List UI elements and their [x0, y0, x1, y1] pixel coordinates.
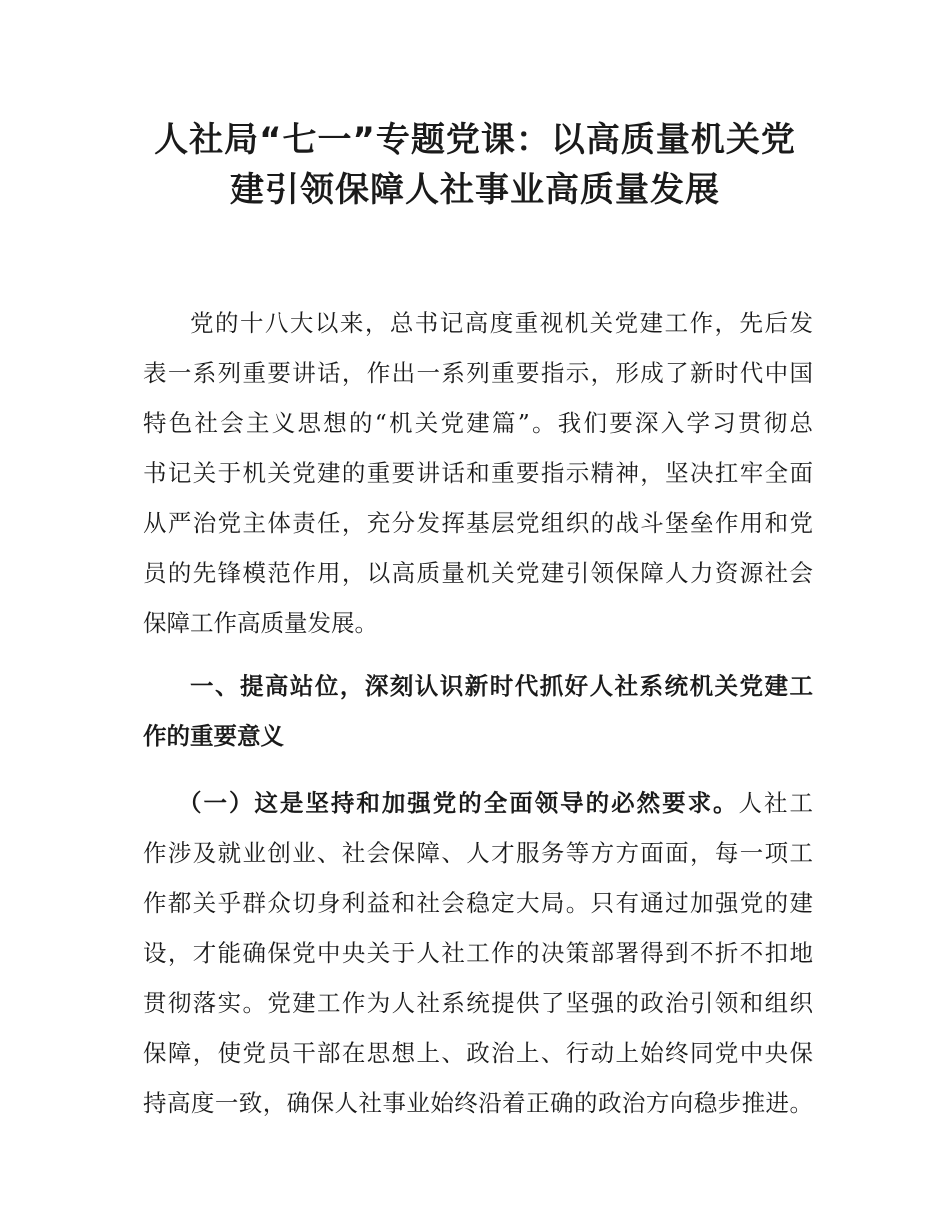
- document-title-line-1: 人社局“七一”专题党课：以高质量机关党: [154, 120, 796, 160]
- subsection-1-bold-lead: （一）这是坚持和加强党的全面领导的必然要求。: [178, 789, 739, 817]
- document-title-line-2: 建引领保障人社事业高质量发展: [230, 170, 720, 210]
- intro-line-3: 特色社会主义思想的“机关党建篇”。我们要深入学习贯彻总: [143, 409, 813, 437]
- subsection-1-line-5: 贯彻落实。党建工作为人社系统提供了坚强的政治引领和组织: [143, 989, 813, 1017]
- subsection-1-line-2: 作涉及就业创业、社会保障、人才服务等方方面面，每一项工: [143, 839, 813, 867]
- subsection-1-line-6: 保障，使党员干部在思想上、政治上、行动上始终同党中央保: [143, 1039, 813, 1067]
- subsection-1-first-line-rest: 人社工: [738, 789, 814, 817]
- subsection-1-line-7: 持高度一致，确保人社事业始终沿着正确的政治方向稳步推进。: [143, 1089, 813, 1117]
- intro-line-4: 书记关于机关党建的重要讲话和重要指示精神，坚决扛牢全面: [143, 459, 813, 487]
- intro-line-2: 表一系列重要讲话，作出一系列重要指示，形成了新时代中国: [143, 359, 813, 387]
- section-1-heading-line-2: 作的重要意义: [143, 722, 284, 750]
- subsection-1-first-line: [178, 788, 813, 818]
- subsection-1-line-4: 设，才能确保党中央关于人社工作的决策部署得到不折不扣地: [143, 939, 813, 967]
- intro-line-5: 从严治党主体责任，充分发挥基层党组织的战斗堡垒作用和党: [143, 509, 813, 537]
- intro-line-7: 保障工作高质量发展。: [143, 609, 378, 637]
- subsection-1-line-3: 作都关乎群众切身利益和社会稳定大局。只有通过加强党的建: [143, 889, 813, 917]
- intro-line-6: 员的先锋模范作用，以高质量机关党建引领保障人力资源社会: [143, 559, 813, 587]
- section-1-heading-line-1: 一、提高站位，深刻认识新时代抓好人社系统机关党建工: [190, 672, 813, 700]
- intro-line-1: 党的十八大以来，总书记高度重视机关党建工作，先后发: [190, 309, 813, 337]
